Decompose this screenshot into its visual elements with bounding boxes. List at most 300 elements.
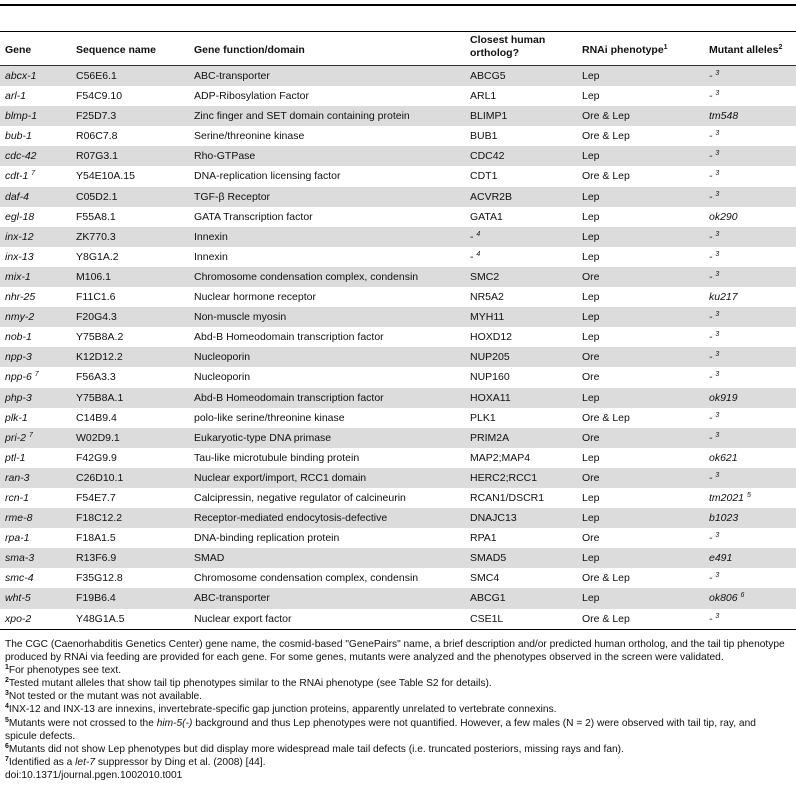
col-header-rnai-footnote: 1 <box>663 44 668 51</box>
cell-function <box>194 388 384 408</box>
cell-rnai-phenotype-text: Lep <box>582 512 600 525</box>
cell-mutant-allele-text: - <box>709 270 713 283</box>
col-header-gene: Gene <box>5 44 32 56</box>
cell-mutant-allele-footnote: 3 <box>715 150 720 158</box>
cell-rnai-phenotype <box>582 267 600 287</box>
cell-gene-text: cdt-1 <box>5 170 29 183</box>
cell-gene-text: mix-1 <box>5 270 31 283</box>
cell-ortholog-text: PLK1 <box>470 411 496 424</box>
cell-sequence <box>76 187 117 207</box>
cell-gene <box>5 166 35 186</box>
cell-function-text: Abd-B Homeodomain transcription factor <box>194 391 384 404</box>
cell-sequence <box>76 327 123 347</box>
cell-rnai-phenotype <box>582 66 600 86</box>
table-row <box>0 428 796 448</box>
cell-sequence <box>76 287 116 307</box>
table-row <box>0 448 796 468</box>
cell-mutant-allele <box>709 347 719 367</box>
table-row <box>0 588 796 608</box>
cell-function <box>194 588 270 608</box>
cell-ortholog-text: SMC2 <box>470 270 500 283</box>
cell-mutant-allele-text: ok806 <box>709 592 738 605</box>
cell-rnai-phenotype-text: Ore <box>582 431 600 444</box>
cell-function <box>194 468 366 488</box>
cell-mutant-allele <box>709 367 719 387</box>
cell-ortholog <box>470 227 480 247</box>
cell-function <box>194 287 316 307</box>
cell-sequence <box>76 86 122 106</box>
cell-mutant-allele <box>709 568 719 588</box>
cell-function <box>194 307 286 327</box>
table-body <box>0 66 796 629</box>
cell-gene <box>5 106 37 126</box>
cell-ortholog-text: ABCG1 <box>470 592 506 605</box>
cell-mutant-allele-footnote: 3 <box>715 371 720 379</box>
cell-function-text: GATA Transcription factor <box>194 210 313 223</box>
cell-mutant-allele-text: tm2021 <box>709 491 745 504</box>
cell-sequence <box>76 388 123 408</box>
cell-function <box>194 187 270 207</box>
cell-rnai-phenotype-text: Lep <box>582 592 600 605</box>
cell-gene <box>5 548 34 568</box>
cell-gene <box>5 408 28 428</box>
table-row <box>0 528 796 548</box>
cell-ortholog-text: GATA1 <box>470 210 503 223</box>
cell-function-text: Serine/threonine kinase <box>194 130 305 143</box>
cell-mutant-allele <box>709 106 738 126</box>
cell-ortholog <box>470 247 480 267</box>
cell-rnai-phenotype <box>582 287 600 307</box>
cell-ortholog-text: NUP160 <box>470 371 510 384</box>
cell-gene <box>5 528 30 548</box>
cell-mutant-allele-text: - <box>709 250 713 263</box>
col-header-mutant <box>709 44 782 57</box>
cell-gene <box>5 207 34 227</box>
cell-rnai-phenotype <box>582 227 600 247</box>
cell-function-text: DNA-replication licensing factor <box>194 170 341 183</box>
cell-function-text: ABC-transporter <box>194 592 270 605</box>
cell-ortholog-text: SMAD5 <box>470 552 507 565</box>
cell-rnai-phenotype <box>582 347 600 367</box>
cell-sequence-text: F35G12.8 <box>76 572 123 585</box>
cell-sequence <box>76 468 123 488</box>
cell-sequence <box>76 609 124 629</box>
cell-mutant-allele <box>709 66 719 86</box>
cell-gene <box>5 187 29 207</box>
cell-function-text: Rho-GTPase <box>194 150 256 163</box>
cell-rnai-phenotype <box>582 187 600 207</box>
cell-function <box>194 146 255 166</box>
cell-gene <box>5 367 39 387</box>
cell-mutant-allele-footnote: 3 <box>715 471 720 479</box>
cell-mutant-allele-text: - <box>709 431 713 444</box>
table-row <box>0 126 796 146</box>
table-row <box>0 267 796 287</box>
cell-gene-text: xpo-2 <box>5 612 32 625</box>
footnote-intro: The CGC (Caenorhabditis Genetics Center) gene name, the cosmid-based "GenePairs" name, a brief description and/or predicted human ortholog, and the tail tip phenotype produced by RNAi via feeding are provided for each gene. For some genes, mutants were analyzed and the phenotypes observed in the screen were validated. <box>5 639 785 664</box>
cell-gene <box>5 327 32 347</box>
table-row <box>0 347 796 367</box>
cell-mutant-allele-text: - <box>709 351 713 364</box>
cell-mutant-allele <box>709 448 738 468</box>
cell-function-text: polo-like serine/threonine kinase <box>194 411 345 424</box>
cell-rnai-phenotype <box>582 588 600 608</box>
cell-gene-text: inx-12 <box>5 230 34 243</box>
cell-function <box>194 367 250 387</box>
cell-gene <box>5 588 31 608</box>
table-row <box>0 508 796 528</box>
cell-rnai-phenotype <box>582 307 600 327</box>
cell-mutant-allele-text: tm548 <box>709 110 739 123</box>
footnote-doi: doi:10.1371/journal.pgen.1002010.t001 <box>5 769 183 781</box>
cell-mutant-allele-text: - <box>709 90 713 103</box>
cell-mutant-allele-footnote: 3 <box>715 250 720 258</box>
cell-ortholog <box>470 267 499 287</box>
cell-gene <box>5 448 25 468</box>
cell-gene-text: rcn-1 <box>5 491 29 504</box>
cell-gene-text: cdc-42 <box>5 150 37 163</box>
cell-rnai-phenotype <box>582 146 600 166</box>
cell-gene-footnote: 7 <box>31 170 36 178</box>
cell-sequence-text: F20G4.3 <box>76 311 117 324</box>
col-header-function: Gene function/domain <box>194 44 305 56</box>
col-header-mutant-label: Mutant alleles <box>709 44 779 56</box>
cell-mutant-allele <box>709 468 719 488</box>
cell-gene-text: rpa-1 <box>5 532 30 545</box>
cell-sequence <box>76 588 116 608</box>
cell-function-text: Innexin <box>194 230 228 243</box>
cell-sequence <box>76 207 116 227</box>
cell-ortholog-text: SMC4 <box>470 572 500 585</box>
cell-function-text: Nuclear hormone receptor <box>194 291 316 304</box>
cell-rnai-phenotype <box>582 408 630 428</box>
cell-ortholog <box>470 388 511 408</box>
cell-gene-text: blmp-1 <box>5 110 38 123</box>
cell-mutant-allele-text: b1023 <box>709 512 739 525</box>
cell-mutant-allele-text: - <box>709 371 713 384</box>
table-row <box>0 166 796 186</box>
cell-gene-text: npp-6 <box>5 371 32 384</box>
table-row <box>0 408 796 428</box>
cell-mutant-allele-footnote: 3 <box>715 311 720 319</box>
cell-sequence <box>76 528 116 548</box>
cell-function-text: TGF-β Receptor <box>194 190 271 203</box>
cell-sequence-text: C14B9.4 <box>76 411 117 424</box>
cell-gene-text: pri-2 <box>5 431 27 444</box>
cell-mutant-allele-text: - <box>709 311 713 324</box>
cell-sequence-text: Y54E10A.15 <box>76 170 135 183</box>
cell-ortholog <box>470 428 509 448</box>
cell-mutant-allele-text: - <box>709 411 713 424</box>
cell-sequence-text: F54E7.7 <box>76 491 116 504</box>
cell-function-text: Non-muscle myosin <box>194 311 287 324</box>
cell-function-text: Chromosome condensation complex, condensin <box>194 572 419 585</box>
cell-ortholog <box>470 367 510 387</box>
cell-mutant-allele <box>709 327 719 347</box>
cell-sequence-text: Y75B8A.1 <box>76 391 124 404</box>
cell-ortholog <box>470 126 497 146</box>
cell-function-text: Innexin <box>194 250 228 263</box>
footnote-1: $^1$For phenotypes see text. <box>5 664 122 677</box>
cell-ortholog-footnote: 4 <box>476 230 481 238</box>
cell-sequence <box>76 568 123 588</box>
footnote-6: $^6$Mutants did not show Lep phenotypes but did display more widespread male tail defects (i.e. truncated posteriors, missing rays and fan). <box>5 742 624 755</box>
cell-function-text: Receptor-mediated endocytosis-defective <box>194 512 388 525</box>
cell-function <box>194 66 270 86</box>
cell-function-text: SMAD <box>194 552 225 565</box>
col-header-ortholog-line2: ortholog? <box>470 47 519 59</box>
cell-rnai-phenotype-text: Lep <box>582 190 600 203</box>
cell-function-text: Chromosome condensation complex, condensin <box>194 270 419 283</box>
cell-sequence-text: K12D12.2 <box>76 351 123 364</box>
cell-rnai-phenotype <box>582 508 600 528</box>
cell-rnai-phenotype <box>582 327 600 347</box>
col-header-ortholog-line1: Closest human <box>470 34 546 46</box>
cell-gene-text: egl-18 <box>5 210 35 223</box>
cell-sequence-text: F25D7.3 <box>76 110 117 123</box>
cell-mutant-allele-text: ku217 <box>709 291 738 304</box>
table-row <box>0 388 796 408</box>
cell-rnai-phenotype-text: Lep <box>582 311 600 324</box>
cell-rnai-phenotype <box>582 247 600 267</box>
cell-ortholog <box>470 609 503 629</box>
cell-rnai-phenotype-text: Lep <box>582 552 600 565</box>
cell-ortholog <box>470 448 530 468</box>
cell-gene-text: ptl-1 <box>5 451 26 464</box>
cell-sequence-text: C56E6.1 <box>76 70 117 82</box>
cell-mutant-allele <box>709 146 719 166</box>
table-row <box>0 146 796 166</box>
cell-rnai-phenotype-text: Ore & Lep <box>582 411 630 424</box>
cell-mutant-allele <box>709 388 738 408</box>
cell-mutant-allele-footnote: 3 <box>715 130 720 138</box>
cell-ortholog-text: HOXD12 <box>470 331 513 344</box>
cell-ortholog <box>470 106 507 126</box>
cell-rnai-phenotype <box>582 166 630 186</box>
cell-mutant-allele-text: - <box>709 170 713 183</box>
cell-sequence-text: R07G3.1 <box>76 150 119 163</box>
cell-gene <box>5 609 31 629</box>
cell-rnai-phenotype-text: Ore <box>582 471 600 484</box>
cell-sequence <box>76 66 117 86</box>
cell-sequence <box>76 367 116 387</box>
cell-sequence-text: C05D2.1 <box>76 190 118 203</box>
cell-gene <box>5 66 37 86</box>
cell-rnai-phenotype <box>582 428 600 448</box>
cell-mutant-allele <box>709 408 719 428</box>
cell-ortholog <box>470 146 504 166</box>
cell-function <box>194 207 313 227</box>
cell-sequence-text: F55A8.1 <box>76 210 116 223</box>
cell-sequence <box>76 247 119 267</box>
footnote-3: $^3$Not tested or the mutant was not available. <box>5 690 203 703</box>
cell-sequence <box>76 267 111 287</box>
cell-function <box>194 568 418 588</box>
cell-function <box>194 227 228 247</box>
cell-ortholog <box>470 187 512 207</box>
cell-mutant-allele <box>709 609 719 629</box>
cell-sequence-text: Y48G1A.5 <box>76 612 125 625</box>
cell-gene-text: wht-5 <box>5 592 31 605</box>
cell-ortholog <box>470 207 503 227</box>
cell-mutant-allele-text: - <box>709 150 713 163</box>
cell-gene <box>5 428 33 448</box>
cell-gene <box>5 227 34 247</box>
cell-gene-text: arl-1 <box>5 90 27 103</box>
col-header-mutant-footnote: 2 <box>778 44 783 51</box>
cell-ortholog-text: MYH11 <box>470 311 505 324</box>
cell-gene <box>5 388 32 408</box>
table-row <box>0 207 796 227</box>
cell-gene <box>5 126 32 146</box>
cell-gene-footnote: 7 <box>34 371 39 379</box>
cell-mutant-allele-text: - <box>709 532 713 545</box>
footnote-5: $^5$Mutants were not crossed to the him-5(-) background and thus Lep phenotypes were not quantified. However, a few males (N = 2) were observed with tail tip, ray, and spicule defects. <box>5 716 756 742</box>
cell-gene <box>5 146 37 166</box>
cell-sequence-text: F18C12.2 <box>76 512 123 525</box>
cell-ortholog-text: BLIMP1 <box>470 110 508 123</box>
cell-mutant-allele-footnote: 3 <box>715 70 720 77</box>
cell-ortholog <box>470 528 497 548</box>
cell-function <box>194 428 331 448</box>
cell-mutant-allele-footnote: 6 <box>740 592 745 600</box>
cell-gene-text: nmy-2 <box>5 311 35 324</box>
cell-sequence <box>76 106 116 126</box>
cell-function-text: Tau-like microtubule binding protein <box>194 451 360 464</box>
cell-sequence <box>76 166 135 186</box>
cell-gene-text: abcx-1 <box>5 70 37 82</box>
cell-function <box>194 166 340 186</box>
cell-mutant-allele-text: ok919 <box>709 391 738 404</box>
cell-mutant-allele <box>709 307 719 327</box>
cell-sequence-text: C26D10.1 <box>76 471 124 484</box>
cell-mutant-allele <box>709 287 738 307</box>
cell-ortholog-text: PRIM2A <box>470 431 510 444</box>
table-row <box>0 307 796 327</box>
cell-ortholog-text: RCAN1/DSCR1 <box>470 491 545 504</box>
cell-rnai-phenotype-text: Ore & Lep <box>582 170 630 183</box>
cell-mutant-allele-text: e491 <box>709 552 733 565</box>
table-row <box>0 106 796 126</box>
cell-sequence-text: F42G9.9 <box>76 451 117 464</box>
cell-sequence-text: Y8G1A.2 <box>76 250 119 263</box>
cell-mutant-allele <box>709 548 732 568</box>
cell-function-text: Nuclear export factor <box>194 612 292 625</box>
cell-ortholog-text: DNAJC13 <box>470 512 517 525</box>
cell-mutant-allele <box>709 508 738 528</box>
cell-function <box>194 86 309 106</box>
cell-gene <box>5 468 30 488</box>
cell-function-text: Nuclear export/import, RCC1 domain <box>194 471 367 484</box>
cell-ortholog-footnote: 4 <box>476 250 481 258</box>
cell-mutant-allele <box>709 588 744 608</box>
table-row <box>0 247 796 267</box>
cell-function <box>194 247 228 267</box>
cell-mutant-allele-text: - <box>709 130 713 143</box>
cell-rnai-phenotype <box>582 207 600 227</box>
cell-gene-text: bub-1 <box>5 130 32 143</box>
cell-function-text: Calcipressin, negative regulator of calcineurin <box>194 491 406 504</box>
cell-mutant-allele-footnote: 3 <box>715 572 720 580</box>
cell-sequence <box>76 227 116 247</box>
cell-mutant-allele-footnote: 3 <box>715 230 720 238</box>
cell-sequence-text: F54C9.10 <box>76 90 123 103</box>
cell-ortholog-text: ACVR2B <box>470 190 513 203</box>
table-row <box>0 327 796 347</box>
table-row <box>0 568 796 588</box>
table-row <box>0 227 796 247</box>
cell-function-text: DNA-binding replication protein <box>194 532 340 545</box>
cell-ortholog-text: ARL1 <box>470 90 497 103</box>
cell-function-text: Nucleoporin <box>194 351 251 364</box>
cell-ortholog <box>470 287 504 307</box>
table-row <box>0 367 796 387</box>
cell-rnai-phenotype-text: Ore & Lep <box>582 572 630 585</box>
cell-mutant-allele-footnote: 3 <box>715 431 720 439</box>
cell-sequence <box>76 508 122 528</box>
cell-ortholog <box>470 468 537 488</box>
table-bottom-rule <box>0 629 796 630</box>
table-row <box>0 187 796 207</box>
cell-gene-text: inx-13 <box>5 250 34 263</box>
cell-rnai-phenotype-text: Ore <box>582 270 600 283</box>
cell-rnai-phenotype-text: Ore <box>582 351 600 364</box>
cell-rnai-phenotype <box>582 568 630 588</box>
cell-ortholog-text: - <box>470 230 474 243</box>
cell-function <box>194 327 384 347</box>
cell-ortholog <box>470 408 496 428</box>
cell-sequence-text: ZK770.3 <box>76 230 116 243</box>
cell-gene-text: rme-8 <box>5 512 33 525</box>
cell-ortholog-text: MAP2;MAP4 <box>470 451 531 464</box>
cell-rnai-phenotype <box>582 126 630 146</box>
cell-mutant-allele-footnote: 3 <box>715 411 720 419</box>
table-row <box>0 66 796 86</box>
cell-ortholog <box>470 508 517 528</box>
table-header <box>0 32 796 65</box>
cell-sequence-text: F18A1.5 <box>76 532 116 545</box>
cell-gene <box>5 267 31 287</box>
cell-mutant-allele-footnote: 3 <box>715 90 720 98</box>
cell-function <box>194 488 406 508</box>
cell-sequence-text: Y75B8A.2 <box>76 331 124 344</box>
cell-rnai-phenotype-text: Lep <box>582 150 600 163</box>
cell-sequence <box>76 408 117 428</box>
cell-function-text: Zinc finger and SET domain containing protein <box>194 110 410 123</box>
cell-rnai-phenotype <box>582 468 600 488</box>
cell-ortholog <box>470 307 504 327</box>
cell-ortholog-text: BUB1 <box>470 130 498 143</box>
cell-rnai-phenotype-text: Lep <box>582 230 600 243</box>
table-row <box>0 609 796 629</box>
cell-ortholog <box>470 548 506 568</box>
footnote-7: $^7$Identified as a let-7 suppressor by Ding et al. (2008) [44]. <box>5 755 266 768</box>
cell-mutant-allele-text: - <box>709 331 713 344</box>
cell-ortholog <box>470 66 506 86</box>
cell-gene-text: daf-4 <box>5 190 29 203</box>
table-top-rule <box>0 4 796 6</box>
cell-rnai-phenotype-text: Lep <box>582 391 600 404</box>
cell-function-text: ADP-Ribosylation Factor <box>194 90 309 103</box>
cell-gene-footnote: 7 <box>28 431 33 439</box>
cell-rnai-phenotype-text: Lep <box>582 331 600 344</box>
cell-ortholog <box>470 327 512 347</box>
cell-rnai-phenotype-text: Ore & Lep <box>582 130 630 143</box>
cell-gene-text: sma-3 <box>5 552 35 565</box>
cell-ortholog-text: HOXA11 <box>470 391 511 404</box>
cell-mutant-allele-footnote: 3 <box>715 612 720 620</box>
cell-sequence-text: R06C7.8 <box>76 130 118 143</box>
